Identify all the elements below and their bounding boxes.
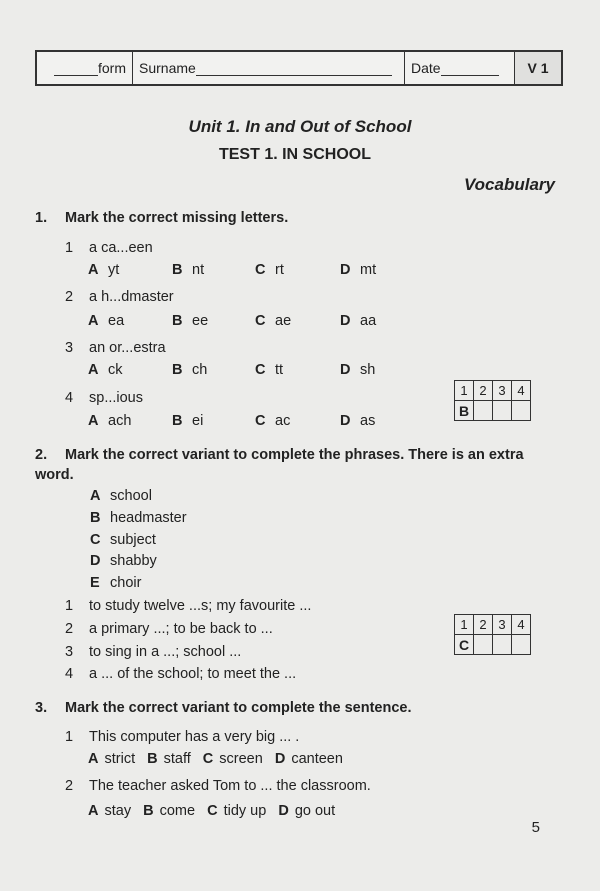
grid-header: 2 xyxy=(474,381,493,401)
grid-header: 2 xyxy=(474,615,493,635)
task2-word-d xyxy=(90,553,157,569)
task1-item-4-option-c[interactable] xyxy=(255,413,290,429)
task3-item-1-stem xyxy=(65,729,299,745)
item-stem: a ca...een xyxy=(89,240,153,256)
task1-number: 1. xyxy=(35,210,48,226)
task1-instruction: Mark the correct missing letters. xyxy=(65,210,289,226)
task1-item-2-stem xyxy=(65,289,174,305)
word-text: headmaster xyxy=(110,510,187,526)
option-text: mt xyxy=(360,262,377,278)
task1-item-2-option-d[interactable] xyxy=(340,313,376,329)
task3-item-2-stem xyxy=(65,778,371,794)
task2-item-3 xyxy=(65,644,241,660)
option-letter: D xyxy=(340,262,351,278)
word-letter: B xyxy=(90,510,101,526)
option-letter: A xyxy=(88,362,99,378)
surname-field[interactable] xyxy=(133,52,405,84)
grid-header: 4 xyxy=(512,381,531,401)
item-stem: This computer has a very big ... . xyxy=(89,729,300,745)
option-text: ch xyxy=(192,362,208,378)
test-title: TEST 1. IN SCHOOL xyxy=(218,146,371,163)
task2-word-c xyxy=(90,532,156,548)
form-blank xyxy=(54,61,98,76)
option-letter: C xyxy=(202,751,214,767)
surname-blank xyxy=(196,61,392,76)
task3-item-2-option-b[interactable] xyxy=(143,803,195,819)
task2-item-2 xyxy=(65,621,273,637)
option-text: ea xyxy=(108,313,125,329)
task2-instruction: Mark the correct variant to complete the phrases. There is an extra word. xyxy=(35,447,524,483)
option-text: ei xyxy=(192,413,204,429)
grid-header: 3 xyxy=(493,381,512,401)
task3-heading xyxy=(35,698,412,718)
option-letter: A xyxy=(88,803,99,819)
option-text: tidy up xyxy=(223,803,267,819)
option-letter: B xyxy=(172,313,183,329)
task3-item-2-option-c[interactable] xyxy=(207,803,266,819)
page-number: 5 xyxy=(531,819,540,836)
grid-header: 4 xyxy=(512,615,531,635)
task3-item-1-option-a[interactable] xyxy=(88,751,135,767)
option-letter: A xyxy=(88,262,99,278)
task2-word-a xyxy=(90,488,152,504)
item-number: 2 xyxy=(65,621,74,637)
task1-item-1-stem xyxy=(65,240,153,256)
option-letter: A xyxy=(88,313,99,329)
task2-word-e xyxy=(90,575,141,591)
option-text: ac xyxy=(275,413,291,429)
student-info-box xyxy=(35,50,563,86)
option-text: canteen xyxy=(291,751,343,767)
task3-number: 3. xyxy=(35,700,48,716)
item-number: 4 xyxy=(65,390,74,406)
answer-cell[interactable]: B xyxy=(455,401,474,421)
answer-cell[interactable] xyxy=(474,635,493,655)
task1-item-4-stem xyxy=(65,390,143,406)
form-label: form xyxy=(98,60,126,76)
option-text: nt xyxy=(192,262,205,278)
item-number: 1 xyxy=(65,729,74,745)
option-letter: B xyxy=(172,362,183,378)
option-text: aa xyxy=(360,313,377,329)
item-stem: an or...estra xyxy=(89,340,166,356)
option-text: go out xyxy=(294,803,336,819)
task1-item-2-option-a[interactable] xyxy=(88,313,124,329)
unit-title: Unit 1. In and Out of School xyxy=(188,117,412,136)
word-text: school xyxy=(110,488,152,504)
task2-item-4 xyxy=(65,666,296,682)
word-text: choir xyxy=(110,575,142,591)
item-number: 1 xyxy=(65,240,74,256)
option-letter: D xyxy=(274,751,286,767)
option-letter: B xyxy=(172,413,183,429)
task1-item-3-option-d[interactable] xyxy=(340,362,375,378)
item-number: 2 xyxy=(65,289,74,305)
item-number: 3 xyxy=(65,340,74,356)
task1-item-3-stem xyxy=(65,340,166,356)
date-blank xyxy=(441,61,499,76)
item-number: 2 xyxy=(65,778,74,794)
task3-item-1-options xyxy=(88,751,343,767)
task1-answer-grid xyxy=(454,380,531,421)
item-number: 4 xyxy=(65,666,74,682)
option-letter: C xyxy=(255,362,266,378)
item-number: 1 xyxy=(65,598,74,614)
task3-item-1-option-d[interactable] xyxy=(275,751,343,767)
word-letter: A xyxy=(90,488,101,504)
option-letter: B xyxy=(143,803,154,819)
option-text: rt xyxy=(275,262,284,278)
task1-item-4-option-d[interactable] xyxy=(340,413,375,429)
surname-label: Surname xyxy=(139,60,196,76)
form-field[interactable] xyxy=(37,52,133,84)
word-text: shabby xyxy=(110,553,157,569)
task3-item-2-option-d[interactable] xyxy=(278,803,335,819)
option-letter: D xyxy=(340,362,351,378)
task1-item-3-option-b[interactable] xyxy=(172,362,207,378)
date-field[interactable] xyxy=(405,52,515,84)
option-text: yt xyxy=(108,262,120,278)
task2-item-1 xyxy=(65,598,311,614)
option-letter: B xyxy=(147,751,158,767)
task1-item-4-option-b[interactable] xyxy=(172,413,203,429)
option-letter: C xyxy=(255,413,266,429)
answer-cell[interactable] xyxy=(493,635,512,655)
task1-item-2-option-b[interactable] xyxy=(172,313,208,329)
task1-item-1-option-c[interactable] xyxy=(255,262,284,278)
answer-cell[interactable] xyxy=(474,401,493,421)
task1-item-4-option-a[interactable] xyxy=(88,413,131,429)
item-stem: sp...ious xyxy=(89,390,143,406)
item-number: 3 xyxy=(65,644,74,660)
item-text: a primary ...; to be back to ... xyxy=(89,621,273,637)
task1-item-3-option-c[interactable] xyxy=(255,362,283,378)
word-letter: C xyxy=(90,532,101,548)
option-letter: C xyxy=(255,313,266,329)
task3-item-2-options xyxy=(88,803,335,819)
task3-item-1-option-b[interactable] xyxy=(147,751,191,767)
grid-header: 3 xyxy=(493,615,512,635)
variant-label: V 1 xyxy=(515,52,561,84)
task1-item-1-option-d[interactable] xyxy=(340,262,376,278)
word-text: subject xyxy=(110,532,156,548)
option-letter: C xyxy=(255,262,266,278)
option-letter: B xyxy=(172,262,183,278)
task3-instruction: Mark the correct variant to complete the sentence. xyxy=(65,700,412,716)
answer-cell[interactable] xyxy=(512,635,531,655)
item-stem: a h...dmaster xyxy=(89,289,174,305)
option-letter: D xyxy=(278,803,289,819)
option-text: ee xyxy=(192,313,209,329)
task2-word-b xyxy=(90,510,187,526)
word-letter: D xyxy=(90,553,101,569)
task1-heading xyxy=(35,208,288,228)
task1-item-2-option-c[interactable] xyxy=(255,313,291,329)
option-text: tt xyxy=(275,362,284,378)
option-letter: D xyxy=(340,313,351,329)
item-text: to sing in a ...; school ... xyxy=(89,644,242,660)
option-text: screen xyxy=(219,751,263,767)
option-letter: A xyxy=(88,751,99,767)
item-text: a ... of the school; to meet the ... xyxy=(89,666,297,682)
task2-answer-grid xyxy=(454,614,531,655)
option-text: strict xyxy=(104,751,136,767)
task1-item-1-option-a[interactable] xyxy=(88,262,119,278)
task1-item-3-option-a[interactable] xyxy=(88,362,123,378)
grid-header: 1 xyxy=(455,381,474,401)
option-text: staff xyxy=(163,751,191,767)
date-label: Date xyxy=(411,60,441,76)
task3-item-1-option-c[interactable] xyxy=(203,751,263,767)
answer-cell[interactable] xyxy=(493,401,512,421)
task2-heading xyxy=(35,445,555,485)
option-text: come xyxy=(159,803,196,819)
option-text: ach xyxy=(108,413,132,429)
task1-item-1-option-b[interactable] xyxy=(172,262,204,278)
option-letter: C xyxy=(207,803,218,819)
option-text: sh xyxy=(360,362,376,378)
section-title: Vocabulary xyxy=(463,175,555,194)
option-letter: D xyxy=(340,413,351,429)
option-text: stay xyxy=(104,803,132,819)
option-text: ae xyxy=(275,313,292,329)
option-letter: A xyxy=(88,413,99,429)
answer-cell[interactable] xyxy=(512,401,531,421)
item-text: to study twelve ...s; my favourite ... xyxy=(89,598,312,614)
word-letter: E xyxy=(90,575,100,591)
answer-cell[interactable]: C xyxy=(455,635,474,655)
task3-item-2-option-a[interactable] xyxy=(88,803,131,819)
option-text: as xyxy=(360,413,376,429)
item-stem: The teacher asked Tom to ... the classroom. xyxy=(89,778,371,794)
option-text: ck xyxy=(108,362,123,378)
task2-number: 2. xyxy=(35,447,48,463)
grid-header: 1 xyxy=(455,615,474,635)
